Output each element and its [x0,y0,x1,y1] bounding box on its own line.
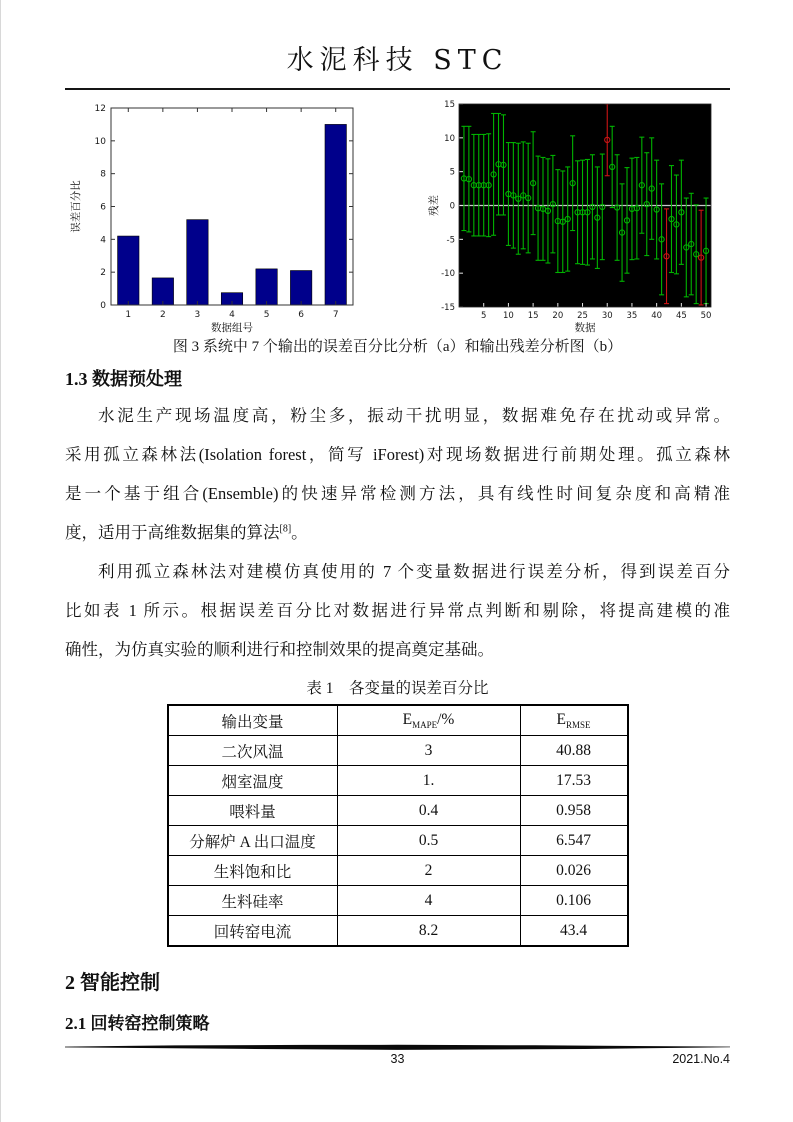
paragraph-line [65,552,730,591]
y-tick-label: 5 [449,167,455,178]
bar [290,271,311,305]
issue-label: 2021.No.4 [672,1052,730,1066]
y-tick-label: 4 [100,235,106,246]
text-segment: 是一个基于组合(Ensemble)的快速异常检测方法，具有线性时间复杂度和高精准 [65,484,730,503]
y-tick-label: 15 [444,100,455,110]
y-tick-label: -10 [441,269,455,280]
y-tick-label: 10 [94,136,106,147]
x-axis-label: 数据 [574,322,596,334]
table-header-cell: $E_{MAPE}/\%$ [337,705,520,736]
text-segment: 度，适用于高维数据集的算法 [65,523,280,542]
heading-2: 2 智能控制 [65,972,160,994]
y-tick-label: 0 [449,201,455,212]
table-1-head [168,705,628,736]
table-cell: 生料硅率 [168,886,338,916]
table-cell: 0.958 [520,796,628,826]
x-tick-label: 15 [527,311,539,321]
x-axis-label: 数据组号 [211,322,253,334]
table-cell: 43.4 [520,916,628,947]
table-header-cell: 输出变量 [168,705,338,736]
y-tick-label: 12 [94,104,106,114]
text-segment: 水泥生产现场温度高，粉尘多，振动干扰明显，数据难免存在扰动或异常。 [98,406,730,425]
bar [118,236,139,305]
table-cell: 回转窑电流 [168,916,338,947]
heading-2-1: 2.1 回转窑控制策略 [65,1014,210,1033]
table-cell: 喂料量 [168,796,338,826]
x-tick-label: 25 [577,311,588,321]
table-row [168,826,628,856]
table-cell: 8.2 [337,916,520,947]
x-tick-label: 6 [298,310,305,320]
table-cell: 3 [337,736,520,766]
table-row [168,736,628,766]
table-cell: 0.026 [520,856,628,886]
x-tick-label: 10 [502,311,514,321]
body-text [65,396,730,669]
table-row [168,856,628,886]
residual-errorbar-chart [428,99,730,334]
table-cell: 6.547 [520,826,628,856]
table-cell: 17.53 [520,766,628,796]
text-segment: 确性，为仿真实验的顺利进行和控制效果的提高奠定基础。 [65,640,494,659]
y-tick-label: 0 [100,301,106,311]
error-percentage-bar-chart [65,99,365,334]
table-cell: 0.5 [337,826,520,856]
y-tick-label: 10 [444,133,455,144]
header-subscript: RMSE [565,720,591,731]
paragraph-line [65,630,730,669]
table-cell: 1. [337,766,520,796]
x-tick-label: 1 [125,310,132,320]
text-segment: 。 [291,523,308,542]
table-cell: 4 [337,886,520,916]
x-tick-label: 5 [480,311,487,321]
table-cell: 生料饱和比 [168,856,338,886]
paragraph-line [65,513,730,552]
text-segment: 采用孤立森林法(Isolation forest，简写 iForest)对现场数据进行前期处理。孤立森林 [65,445,730,464]
table-1 [167,704,629,947]
page-footer [65,1044,730,1070]
paragraph-line [65,396,730,435]
page-header [1,0,793,90]
x-tick-label: 20 [552,311,564,321]
x-tick-label: 3 [194,310,201,320]
table-row [168,916,628,947]
journal-title: 水泥科技 STC [286,45,509,76]
x-tick-label: 30 [601,311,613,321]
table-row [168,766,628,796]
x-tick-label: 35 [626,311,638,321]
y-tick-label: 8 [100,169,106,180]
footer-rule [65,1044,730,1051]
citation-superscript: [8] [279,523,292,535]
table-cell: 2 [337,856,520,886]
table-cell: 40.88 [520,736,628,766]
bar [152,278,173,305]
y-tick-label: -5 [446,235,455,246]
table-row [168,796,628,826]
table-cell: 0.106 [520,886,628,916]
axes-box [111,108,353,305]
y-axis-label: 残差 [428,195,440,216]
page-number: 33 [390,1052,405,1066]
y-tick-label: 2 [100,268,106,279]
text-segment: 比如表 1 所示。根据误差百分比对数据进行异常点判断和剔除，将提高建模的准 [65,601,730,620]
figure-3-caption: 图 3 系统中 7 个输出的误差百分比分析（a）和输出残差分析图（b） [172,339,623,355]
y-tick-label: 6 [100,202,106,213]
x-tick-label: 45 [675,311,687,321]
bar [256,269,277,305]
paragraph-line [65,474,730,513]
bar [187,220,208,305]
x-tick-label: 40 [651,311,663,321]
paragraph-line [65,591,730,630]
x-tick-label: 5 [263,310,270,320]
text-segment: 利用孤立森林法对建模仿真使用的 7 个变量数据进行误差分析，得到误差百分 [98,562,730,581]
table-header-cell: $E_{RMSE}$ [520,705,628,736]
paragraph [65,396,730,552]
table-cell: 二次风温 [168,736,338,766]
bar [325,124,346,305]
x-tick-label: 7 [332,310,339,320]
x-tick-label: 4 [229,310,235,320]
table-1-body [168,736,628,947]
paragraph-line [65,435,730,474]
table-cell: 烟室温度 [168,766,338,796]
header-subscript: MAPE [412,720,438,731]
figure-3-row [65,99,730,334]
table-cell: 分解炉 A 出口温度 [168,826,338,856]
table-1-title: 表 1 各变量的误差百分比 [306,680,489,697]
x-tick-label: 2 [159,310,166,320]
y-axis-label: 误差百分比 [70,180,82,233]
y-tick-label: -15 [441,303,455,313]
footer-text-row [65,1052,730,1070]
table-header-row [168,705,628,736]
table-cell: 0.4 [337,796,520,826]
paragraph [65,552,730,669]
table-row [168,886,628,916]
heading-1-3: 1.3 数据预处理 [65,369,182,389]
header-rule [65,88,730,90]
x-tick-label: 50 [700,311,712,321]
